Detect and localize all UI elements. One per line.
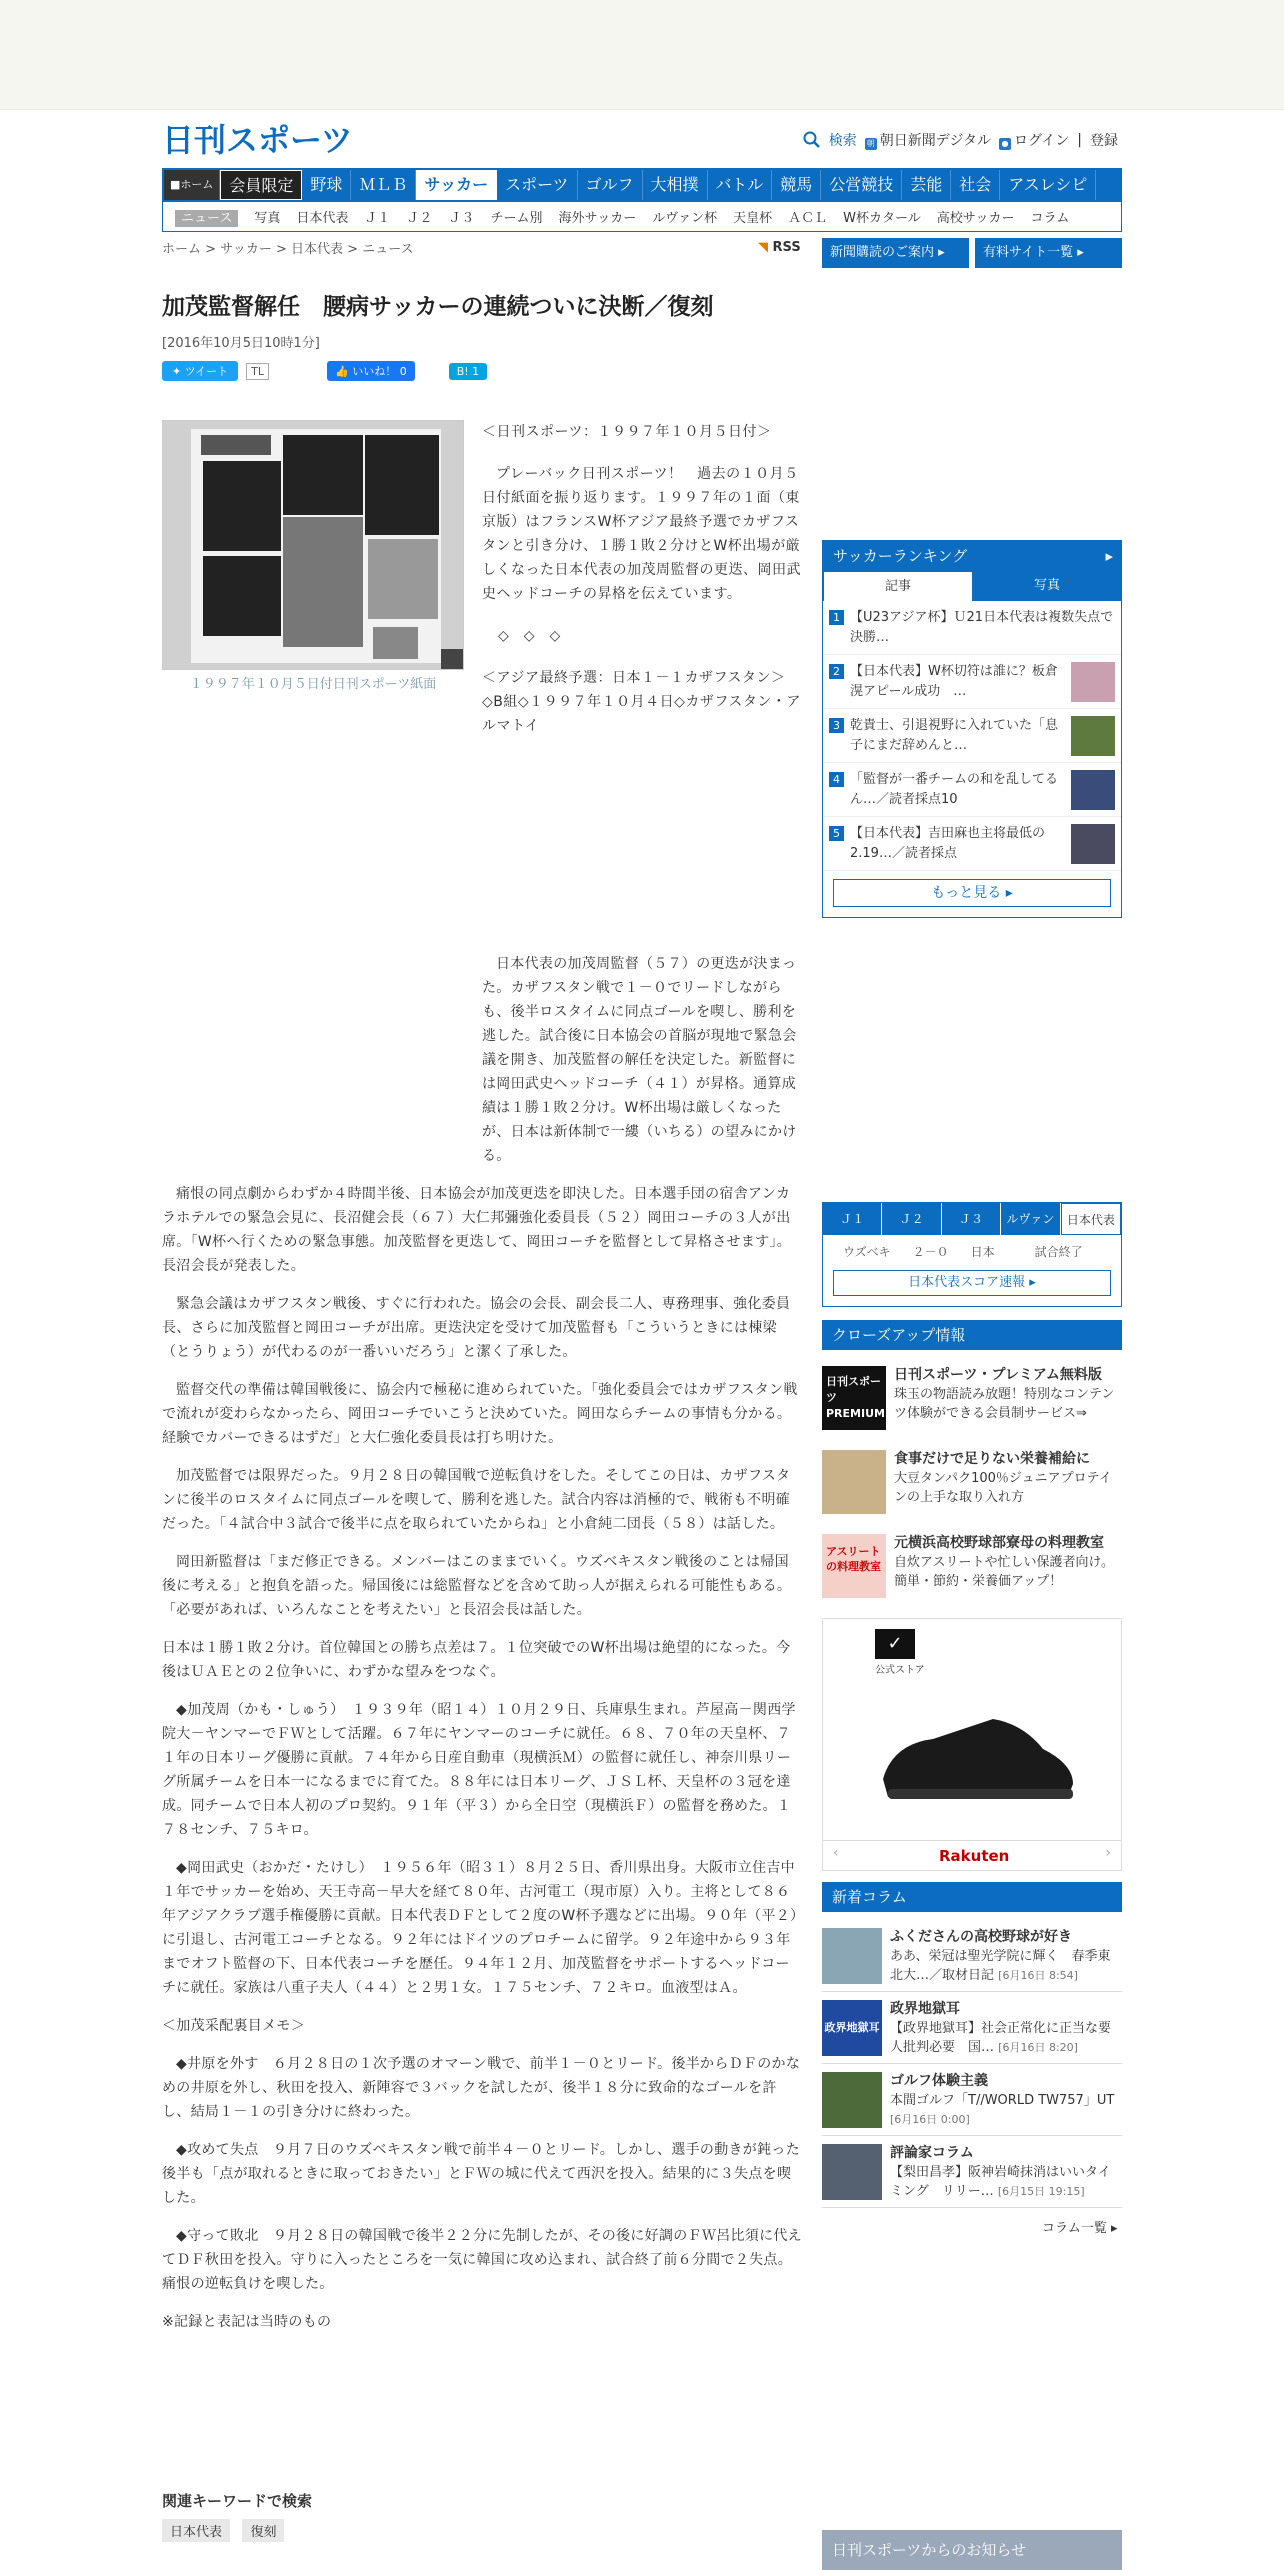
header-links (803, 130, 1118, 150)
ranking-thumb (1071, 662, 1115, 702)
closeup-item[interactable]: アスリートの料理教室 元横浜高校野球部寮母の料理教室 自炊アスリートや忙しい保護者向け。簡単・節約・栄養価アップ！ (822, 1534, 1122, 1598)
search-icon[interactable] (803, 131, 821, 149)
paragraph: ＜加茂采配裏目メモ＞ (162, 2018, 305, 2034)
user-icon: ● (999, 138, 1011, 150)
twitter-icon: ✦ (172, 365, 185, 378)
top-ad-bar (0, 0, 1284, 110)
rss-link[interactable]: ◥ RSS (758, 240, 801, 255)
chevron-left-icon[interactable]: ‹ (833, 1845, 839, 1861)
hatena-bookmark-button[interactable]: B! 1 (449, 363, 487, 380)
paragraph: プレーバック日刊スポーツ！ 過去の１０月５日付紙面を振り返ります。１９９７年の１面（東京版）はフランスW杯アジア最終予選でカザフスタンと引き分け、１勝１敗２分けとW杯出場が厳しくなった日本代表の加茂周監督の更迭、岡田武史ヘッドコーチの昇格を伝えています。 (482, 466, 801, 602)
score-row[interactable]: ウズベキ ２－０ 日本 試合終了 (843, 1245, 1083, 1259)
tab-articles[interactable]: 記事 (823, 571, 973, 601)
share-buttons (162, 361, 487, 381)
score-tab-j1[interactable]: Ｊ１ (823, 1203, 882, 1235)
snav-photo[interactable]: 写真 (254, 211, 281, 226)
digital-icon: 朝 (866, 139, 875, 148)
register-link[interactable]: 登録 (1090, 133, 1118, 149)
tweet-button[interactable]: ✦ ツイート (162, 361, 238, 381)
snav-levain[interactable]: ルヴァン杯 (652, 211, 718, 226)
site-logo[interactable] (162, 120, 362, 158)
subscription-button[interactable]: 新聞購読のご案内 ▸ (822, 238, 969, 268)
paragraph: ◆守って敗北 ９月２８日の韓国戦で後半２２分に先制したが、その後に好調のＦＷ呂比須に代えてＤＦ秋田を投入。守りに入ったところを一気に韓国に攻め込まれ、試合終了前６分間で２失点。痛恨の逆転負けを喫した。 (162, 2228, 802, 2292)
soccer-ranking (822, 540, 1122, 918)
notice-header: 日刊スポーツからのお知らせ (822, 2530, 1122, 2570)
column-thumb (822, 2144, 882, 2200)
separator: ◇ ◇ ◇ (498, 628, 561, 644)
snav-j3[interactable]: Ｊ３ (448, 211, 475, 226)
shoe-image (873, 1689, 1083, 1809)
photo-caption: １９９７年１０月５日付日刊スポーツ紙面 (189, 677, 437, 692)
ranking-tabs (823, 571, 1121, 601)
gnav-soccer[interactable]: サッカー (416, 170, 497, 200)
rakuten-logo: Rakuten (939, 1847, 1010, 1865)
gnav-home[interactable]: ■ホーム (164, 170, 220, 200)
nike-logo-icon: ✓ (875, 1629, 915, 1659)
premium-thumb: 日刊スポーツ PREMIUM (822, 1366, 886, 1430)
chevron-right-icon: ▸ (1105, 547, 1113, 565)
keyword-heading: 関連キーワードで検索 (162, 2492, 313, 2510)
ad-footer (823, 1840, 1121, 1870)
ranking-item[interactable]: 2 【日本代表】W杯切符は誰に？板倉滉アピール成功 … (823, 655, 1121, 709)
paragraph: 痛恨の同点劇からわずか４時間半後、日本協会が加茂更迭を即決した。日本選手団の宿舎アンカラホテルでの緊急会見に、長沼健会長（６７）大仁邦彌強化委員長（５２）岡田コーチの３人が出席。「W杯へ行くための緊急事態。加茂監督を更迭して、岡田コーチを監督として昇格させます」。長沼会長が発表した。 (162, 1186, 792, 1274)
rss-icon: ◥ (758, 240, 773, 255)
new-columns-title: 新着コラム (822, 1882, 1122, 1912)
ranking-item[interactable]: 1 【U23アジア杯】Ｕ21日本代表は複数失点で決勝… (823, 601, 1121, 655)
login-link[interactable]: ● ログイン (999, 130, 1069, 150)
score-tab-japan[interactable]: 日本代表 (1061, 1203, 1121, 1235)
paragraph: ◆加茂周（かも・しゅう） １９３９年（昭１４）１０月２９日、兵庫県生まれ。芦屋高－関西学院大－ヤンマーでＦＷとして活躍。６７年にヤンマーのコーチに就任。６８、７０年の天皇杯、７１年の日本リーグ優勝に貢献。７４年から日産自動車（現横浜Ｍ）の監督に就任し、神奈川県リーグ所属チームを日本一になるまでに育てた。８８年には日本リーグ、ＪＳＬ杯、天皇杯の３冠を達成。同チームで日本人初のプロ契約。９１年（平３）から全日空（現横浜Ｆ）の監督を務めた。１７８センチ、７５キロ。 (162, 1702, 796, 1838)
home-icon: ■ (170, 178, 181, 191)
breadcrumb[interactable]: ホーム > サッカー > 日本代表 > ニュース (162, 242, 414, 257)
paragraph: ＜日刊スポーツ：１９９７年１０月５日付＞ (482, 424, 772, 440)
article-body (162, 952, 802, 2348)
paragraph: ◆攻めて失点 ９月７日のウズベキスタン戦で前半４－０とリード。しかし、選手の動きが鈍った後半も「点が取れるときに取っておきたい」とＦＷの城に代えて西沢を投入。結果的に３失点を喫した。 (162, 2142, 801, 2206)
ad-store-label: 公式ストア (875, 1665, 925, 1676)
snav-highschool[interactable]: 高校サッカー (936, 211, 1015, 226)
ad-banner[interactable] (822, 1618, 1122, 1871)
cooking-thumb: アスリートの料理教室 (822, 1534, 886, 1598)
snav-team[interactable]: チーム別 (490, 211, 543, 226)
paid-sites-button[interactable]: 有料サイト一覧 ▸ (975, 238, 1122, 268)
snav-column[interactable]: コラム (1030, 211, 1070, 226)
snav-acl[interactable]: ＡＣＬ (788, 211, 828, 226)
closeup-item[interactable]: 日刊スポーツ PREMIUM 日刊スポーツ・プレミアム無料版 珠玉の物語読み放題！特別なコンテンツ体験ができる会員制サービス⇒ (822, 1366, 1122, 1430)
snav-emperor[interactable]: 天皇杯 (733, 211, 773, 226)
column-item[interactable]: ゴルフ体験主義 本間ゴルフ「T//WORLD TW757」UT [6月16日 0:00] (822, 2072, 1122, 2136)
side-buttons (822, 238, 1122, 268)
gnav-sports[interactable]: スポーツ (497, 170, 577, 200)
paragraph: 緊急会議はカザフスタン戦後、すぐに行われた。協会の会長、副会長二人、専務理事、強化委員長、さらに加茂監督と岡田コーチが出席。更迭決定を受けて加茂監督も「こういうときには棟梁（とうりょう）が代わるのが一番いいだろう」と潔く了承した。 (162, 1296, 791, 1360)
tab-photos[interactable]: 写真 (973, 571, 1121, 601)
chevron-right-icon[interactable]: › (1105, 1845, 1111, 1861)
article-date: [2016年10月5日10時1分] (162, 336, 320, 351)
gnav-athrecipe[interactable]: アスレシピ (1000, 170, 1096, 200)
article-intro (482, 420, 802, 756)
score-tabs (823, 1203, 1121, 1235)
column-thumb (822, 2072, 882, 2128)
article-photo[interactable] (162, 420, 464, 670)
snav-j2[interactable]: Ｊ２ (406, 211, 433, 226)
paragraph: ＜アジア最終予選：日本１－１カザフスタン＞◇B組◇１９９７年１０月４日◇カザフスタン・アルマトイ (482, 670, 801, 734)
snav-japan[interactable]: 日本代表 (296, 211, 349, 226)
snav-overseas[interactable]: 海外サッカー (558, 211, 637, 226)
ranking-item[interactable]: 3 乾貴士、引退視野に入れていた「息子にまだ辞めんと… (823, 709, 1121, 763)
ranking-thumb (1071, 824, 1115, 864)
gnav-keiba[interactable]: 競馬 (772, 170, 821, 200)
ranking-item[interactable]: 5 【日本代表】吉田麻也主将最低の2.19…／読者採点 (823, 817, 1121, 871)
score-tab-levain[interactable]: ルヴァン (1001, 1203, 1060, 1235)
gnav-baseball[interactable]: 野球 (302, 170, 351, 200)
ranking-title[interactable]: サッカーランキング ▸ (823, 541, 1121, 571)
gnav-shakai[interactable]: 社会 (951, 170, 1000, 200)
snav-news[interactable]: ニュース (175, 210, 238, 227)
paragraph: ◆井原を外す ６月２８日の１次予選のオマーン戦で、前半１－０とリード。後半からＤＦのかなめの井原を外し、秋田を投入、新陣容で３バックを試したが、後半１８分に致命的なゴールを許し、結局１－１の引き分けに終わった。 (162, 2056, 801, 2120)
divider: | (1077, 132, 1082, 148)
column-item[interactable]: 政界地獄耳 政界地獄耳 【政界地獄耳】社会正常化に正当な要人批判必要 国… [6月16日 8:20] (822, 2000, 1122, 2064)
tl-button[interactable]: TL (246, 363, 269, 380)
column-item[interactable]: ふくださんの高校野球が好き ああ、栄冠は聖光学院に輝く 春季東北大…／取材日記 [6月16日 8:54] (822, 1928, 1122, 1992)
snav-wc[interactable]: W杯カタール (843, 211, 921, 226)
ranking-thumb (1071, 770, 1115, 810)
gnav-golf[interactable]: ゴルフ (578, 170, 643, 200)
facebook-like-button[interactable]: 👍 いいね！ 0 (327, 361, 415, 381)
paragraph: 監督交代の準備は韓国戦後に、協会内で極秘に進められていた。「強化委員会ではカザフスタン戦で流れが変わらなかったら、岡田コーチでいこうと決めていた。岡田ならチームの事情も分かる。経験でカバーできるはずだ」と大仁強化委員長は打ち明けた。 (162, 1382, 798, 1446)
gnav-battle[interactable]: バトル (708, 170, 773, 200)
keyword-search (162, 2490, 312, 2542)
ranking-thumb (1071, 716, 1115, 756)
score-tab-j3[interactable]: Ｊ３ (942, 1203, 1001, 1235)
closeup-title: クローズアップ情報 (822, 1320, 1122, 1350)
article-title: 加茂監督解任 腰病サッカーの連続ついに決断／復刻 (162, 294, 714, 320)
keyword-tag[interactable]: 日本代表 (162, 2519, 230, 2542)
paragraph: ◆岡田武史（おかだ・たけし） １９５６年（昭３１）８月２５日、香川県出身。大阪市立住吉中１年でサッカーを始め、天王寺高－早大を経て８０年、古河電工（現市原）入り。主将として８６年アジアクラブ選手権優勝に貢献。日本代表ＤＦとして２度のW杯予選などに出場。９０年（平２）に引退し、古河電工コーチとなる。９２年にはドイツのプロチームに留学。９２年途中から９３年までオフト監督の下、日本代表コーチを歴任。９４年１２月、加茂監督をサポートするヘッドコーチに就任。家族は八重子夫人（４４）と２男１女。１７５センチ、７２キロ。血液型はＡ。 (162, 1860, 798, 1996)
score-tab-j2[interactable]: Ｊ２ (882, 1203, 941, 1235)
paragraph: 岡田新監督は「まだ修正できる。メンバーはこのままでいく。ウズベキスタン戦後のことは帰国後に考える」と抱負を語った。帰国後には総監督などを含めて助っ人が据えられる可能性もある。「必要があれば、いろんなことを考えたい」と長沼会長は話した。 (162, 1554, 792, 1618)
keyword-tag[interactable]: 復刻 (242, 2519, 284, 2542)
global-nav (162, 168, 1122, 202)
paragraph: 日本代表の加茂周監督（５７）の更迭が決まった。カザフスタン戦で１－０でリードしながらも、後半ロスタイムに同点ゴールを喫し、勝利を逃した。試合後に日本協会の首脳が現地で緊急会議を開き、加茂監督の解任を決定した。新監督には岡田武史ヘッドコーチ（４１）が昇格。通算成績は１勝１敗２分け。W杯出場は厳しくなったが、日本は新体制で一縷（いちる）の望みにかける。 (482, 956, 797, 1164)
soybean-thumb (822, 1450, 886, 1514)
column-list-link[interactable]: コラム一覧 ▸ (1042, 2221, 1118, 2236)
ranking-more-button[interactable]: もっと見る ▸ (833, 879, 1111, 907)
paragraph: 加茂監督では限界だった。９月２８日の韓国戦で逆転負けをした。そしてこの日は、カザフスタンに後半のロスタイムに同点ゴールを喫して、勝利を逃した。試合内容は消極的で、戦術も不明確だった。「４試合中３試合で後半に点を取られていたからね」と小倉純二団長（５８）は話した。 (162, 1468, 791, 1532)
gnav-geino[interactable]: 芸能 (902, 170, 951, 200)
thumbs-up-icon: 👍 (335, 365, 353, 378)
score-link-button[interactable]: 日本代表スコア速報 ▸ (833, 1270, 1111, 1296)
ranking-item[interactable]: 4 「監督が一番チームの和を乱してるん…／読者採点10 (823, 763, 1121, 817)
gnav-mlb[interactable]: ＭＬＢ (351, 170, 416, 200)
column-item[interactable]: 評論家コラム 【梨田昌孝】阪神岩崎抹消はいいタイミング リリー… [6月15日 19:15] (822, 2144, 1122, 2208)
svg-text:日刊スポーツ: 日刊スポーツ (162, 121, 353, 158)
search-link[interactable]: 検索 (828, 133, 857, 149)
newspaper-image (163, 421, 464, 670)
paragraph: ※記録と表記は当時のもの (162, 2314, 332, 2330)
closeup-item[interactable]: 食事だけで足りない栄養補給に 大豆タンパク100％ジュニアプロテインの上手な取り入れ方 (822, 1450, 1122, 1514)
gnav-member[interactable]: 会員限定 (220, 170, 302, 200)
sub-nav (162, 202, 1122, 232)
paragraph: 日本は１勝１敗２分け。首位韓国との勝ち点差は７。１位突破でのW杯出場は絶望的になった。今後はＵＡＥとの２位争いに、わずかな望みをつなぐ。 (162, 1640, 791, 1680)
gnav-sumo[interactable]: 大相撲 (643, 170, 708, 200)
column-thumb: 政界地獄耳 (822, 2000, 882, 2056)
snav-j1[interactable]: Ｊ１ (364, 211, 391, 226)
gnav-koei[interactable]: 公営競技 (821, 170, 902, 200)
column-thumb (822, 1928, 882, 1984)
digital-link[interactable]: 朝 朝日新聞デジタル (866, 133, 991, 149)
score-box (822, 1202, 1122, 1307)
